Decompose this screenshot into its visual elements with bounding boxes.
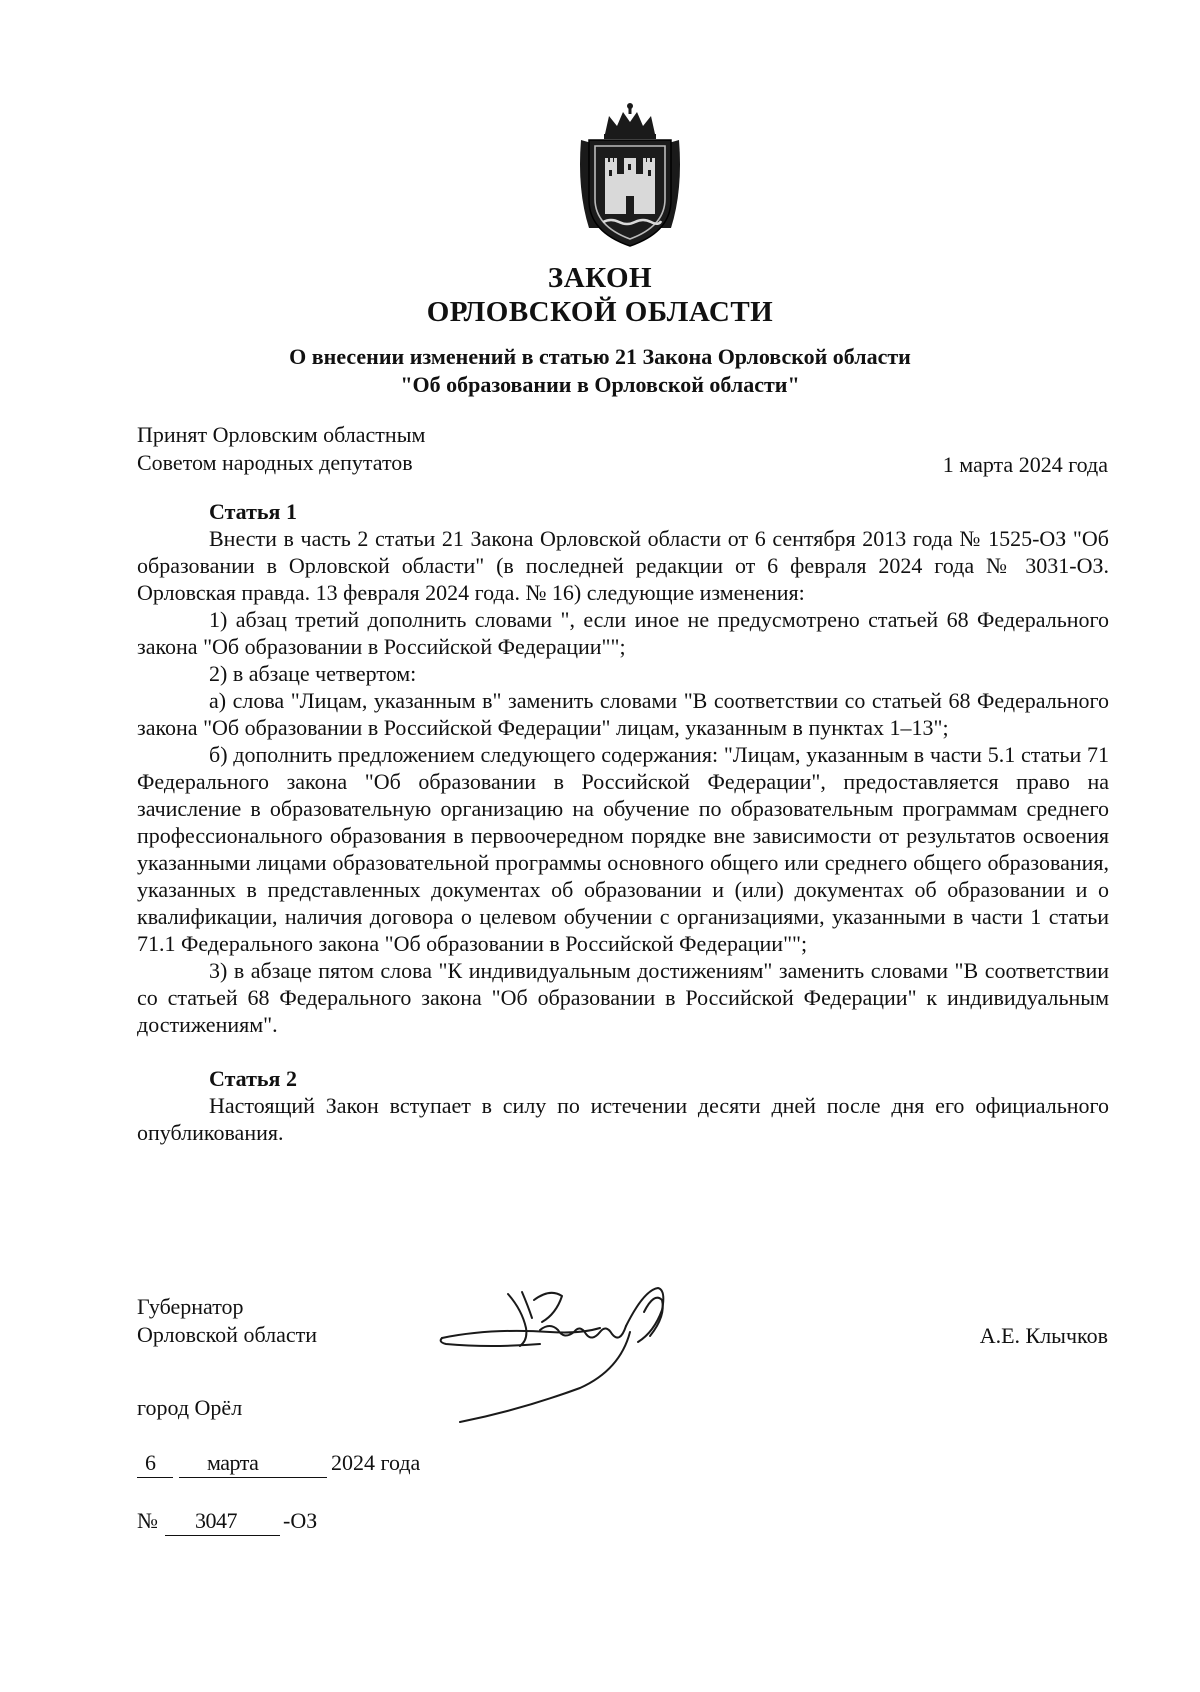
adoption-line2: Советом народных депутатов <box>137 450 413 475</box>
signing-date-month: марта <box>207 1450 259 1475</box>
signing-place: город Орёл <box>137 1395 243 1420</box>
coat-of-arms-emblem <box>575 100 685 250</box>
signatory-position <box>137 1293 317 1349</box>
law-body <box>137 498 1109 1146</box>
law-number-suffix: -ОЗ <box>283 1508 318 1533</box>
signatory-position-line2: Орловской области <box>137 1322 317 1347</box>
article1-paragraph: 3) в абзаце пятом слова "К индивидуальным достижениям" заменить словами "В соответствии со статьей 68 Федерального закона "Об образовании в Российской Федерации" к индивидуальным достижениям". <box>137 958 1109 1037</box>
document-title-line2: ОРЛОВСКОЙ ОБЛАСТИ <box>426 296 774 328</box>
article1-paragraph: б) дополнить предложением следующего содержания: "Лицам, указанным в части 5.1 статьи 71 Федерального закона "Об образовании в Российской Федерации", предоставляется право на зачисление в образовательную организацию на обучение по образовательным программам среднего профессионального образования в первоочередном порядке вне зависимости от результатов освоения указанными лицами образовательной программы основного общего или среднего общего образования, указанных в представленных документах об образовании и (или) документах об образовании и о квалификации, наличия договора о целевом обучении с организациями, указанными в части 1 статьи 71.1 Федерального закона "Об образовании в Российской Федерации""; <box>137 742 1109 956</box>
article1-paragraph: 1) абзац третий дополнить словами ", если иное не предусмотрено статьей 68 Федерального закона "Об образовании в Российской Федерации""; <box>137 607 1109 659</box>
signing-date-line <box>137 1450 477 1480</box>
document-subtitle-line1: О внесении изменений в статью 21 Закона Орловской области <box>289 344 911 369</box>
signatory-position-line1: Губернатор <box>137 1294 244 1319</box>
document-title-line1: ЗАКОН <box>547 262 653 294</box>
article1-paragraph: 2) в абзаце четвертом: <box>209 661 417 686</box>
article1-heading: Статья 1 <box>209 499 297 524</box>
document-subtitle-line2: "Об образовании в Орловской области" <box>400 372 800 397</box>
signing-date-day: 6 <box>145 1450 156 1475</box>
article1-paragraph: Внести в часть 2 статьи 21 Закона Орловской области от 6 сентября 2013 года № 1525-ОЗ "Об образовании в Орловской области" (в последней редакции от 6 февраля 2024 года № 3031-ОЗ. Орловская правда. 13 февраля 2024 года. № 16) следующие изменения: <box>137 526 1109 605</box>
adoption-block <box>137 421 425 477</box>
handwritten-signature <box>430 1270 700 1430</box>
signing-date-year: 2024 года <box>331 1450 421 1475</box>
article2-paragraph: Настоящий Закон вступает в силу по истечении десяти дней после дня его официального опубликования. <box>137 1093 1109 1145</box>
law-number-line <box>137 1508 337 1538</box>
adoption-date: 1 марта 2024 года <box>942 452 1108 477</box>
signatory-name: А.Е. Клычков <box>979 1323 1108 1348</box>
adoption-line1: Принят Орловским областным <box>137 422 426 447</box>
article2-heading: Статья 2 <box>209 1066 297 1091</box>
article1-paragraph: а) слова "Лицам, указанным в" заменить словами "В соответствии со статьей 68 Федерального закона "Об образовании в Российской Федерации" лицам, указанным в пунктах 1–13"; <box>137 688 1109 740</box>
number-sign: № <box>137 1508 158 1533</box>
law-number-value: 3047 <box>195 1508 237 1533</box>
